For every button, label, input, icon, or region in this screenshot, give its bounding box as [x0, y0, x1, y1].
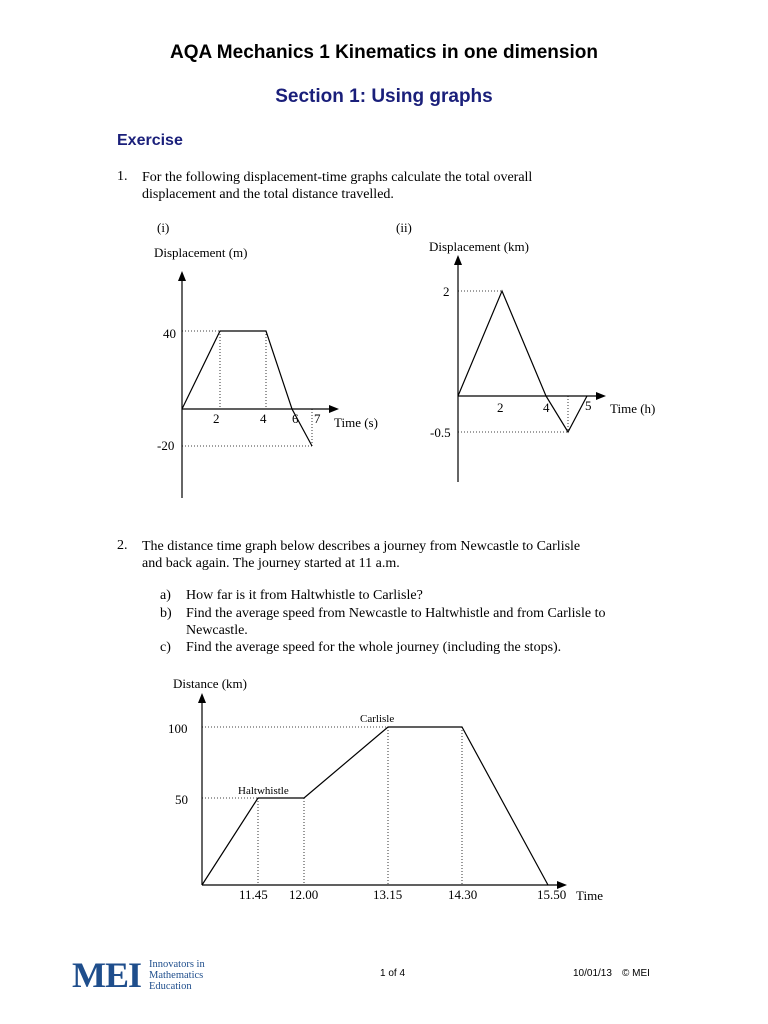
journey-graph	[0, 665, 768, 915]
journey-ytick-100: 100	[168, 721, 188, 736]
graph-ii-xtick-4: 4	[543, 400, 550, 415]
journey-series	[202, 727, 548, 885]
question-1-text-line2: displacement and the total distance travelled.	[142, 187, 394, 202]
mei-logo	[72, 957, 252, 991]
graph-ii-xtick-2: 2	[497, 400, 504, 415]
question-2-text-line2: and back again. The journey started at 11 a.m.	[142, 556, 400, 571]
graph-ii-series	[458, 291, 587, 432]
graph-ii-label: (ii)	[396, 220, 412, 235]
question-2b-label: b)	[160, 606, 172, 621]
question-2-number: 2.	[117, 538, 128, 553]
mei-logo-line2: Mathematics	[149, 970, 204, 981]
journey-xlabel: Time	[576, 888, 603, 903]
journey-ytick-50: 50	[175, 792, 188, 807]
mei-logo-text: MEI	[72, 957, 141, 991]
document-title: AQA Mechanics 1 Kinematics in one dimension	[170, 42, 598, 63]
mei-logo-line1: Innovators in	[149, 959, 205, 970]
journey-xtick-1315: 13.15	[373, 887, 403, 902]
journey-xtick-1430: 14.30	[448, 887, 478, 902]
graph-i-label: (i)	[157, 220, 170, 235]
graph-ii-ytick-2: 2	[443, 284, 450, 299]
graph-i-series	[182, 331, 312, 446]
graph-i	[0, 210, 384, 510]
graph-i-ytick-40: 40	[163, 326, 176, 341]
graph-i-ytick-neg20: -20	[157, 438, 175, 453]
graph-ii-xlabel: Time (h)	[610, 401, 656, 416]
question-2b-text-line1: Find the average speed from Newcastle to Haltwhistle and from Carlisle to	[186, 606, 606, 621]
journey-annotation-haltwhistle: Haltwhistle	[238, 785, 289, 797]
question-2a-label: a)	[160, 588, 171, 603]
question-1-number: 1.	[117, 169, 128, 184]
graph-i-ylabel: Displacement (m)	[154, 245, 248, 260]
question-2a-text: How far is it from Haltwhistle to Carlisle?	[186, 588, 423, 603]
journey-graph-ylabel: Distance (km)	[173, 676, 248, 691]
graph-ii	[384, 210, 768, 495]
journey-xtick-1550: 15.50	[537, 887, 567, 902]
journey-xtick-1200: 12.00	[289, 887, 319, 902]
graph-ii-ytick-neg05: -0.5	[430, 425, 451, 440]
journey-xtick-1145: 11.45	[239, 887, 268, 902]
journey-annotation-carlisle: Carlisle	[360, 713, 395, 725]
footer-copyright: © MEI	[622, 968, 650, 979]
section-heading: Section 1: Using graphs	[275, 86, 493, 107]
graph-i-xtick-7: 7	[314, 411, 321, 426]
graph-i-xlabel: Time (s)	[334, 415, 378, 430]
question-2b-text-line2: Newcastle.	[186, 623, 248, 638]
graph-i-xtick-2: 2	[213, 411, 220, 426]
footer-date: 10/01/13	[573, 968, 612, 979]
graph-ii-xtick-5: 5	[585, 398, 592, 413]
page-number: 1 of 4	[380, 968, 406, 979]
graph-i-xtick-6: 6	[292, 411, 299, 426]
graph-ii-ylabel: Displacement (km)	[429, 239, 529, 254]
graph-i-axes	[178, 271, 339, 498]
graph-i-xtick-4: 4	[260, 411, 267, 426]
exercise-heading: Exercise	[117, 132, 183, 149]
mei-logo-mark	[72, 957, 252, 991]
question-2c-label: c)	[160, 640, 171, 655]
graph-ii-axes	[454, 255, 606, 482]
question-2-text-line1: The distance time graph below describes a journey from Newcastle to Carlisle	[142, 539, 581, 554]
mei-logo-line3: Education	[149, 981, 192, 991]
question-1-text-line1: For the following displacement-time graphs calculate the total overall	[142, 170, 533, 185]
question-2c-text: Find the average speed for the whole journey (including the stops).	[186, 640, 562, 655]
